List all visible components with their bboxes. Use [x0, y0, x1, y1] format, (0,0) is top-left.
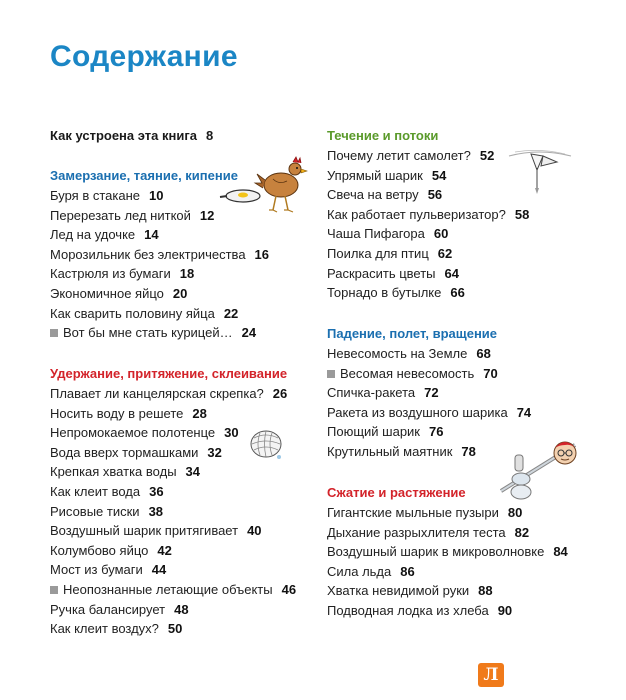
entry-label: Хватка невидимой руки: [327, 583, 470, 599]
toc-entry[interactable]: [50, 225, 320, 245]
paper-helicopter-icon: [509, 150, 571, 194]
entry-label: Плавает ли канцелярская скрепка?: [50, 386, 264, 401]
entry-page: 52: [479, 148, 495, 163]
toc-entry[interactable]: [50, 600, 320, 620]
entry-page: 38: [148, 503, 164, 519]
entry-page: 60: [433, 226, 449, 242]
toc-entry[interactable]: [50, 404, 320, 424]
section-entries: [327, 503, 597, 621]
entry-page: 68: [476, 346, 491, 361]
entry-label: Упрямый шарик: [327, 167, 423, 183]
entry-label: Морозильник без электричества: [50, 246, 246, 262]
entry-page: 20: [172, 285, 188, 301]
toc-entry[interactable]: [327, 364, 597, 384]
entry-page: 30: [224, 425, 239, 441]
entry-page: 44: [151, 562, 167, 578]
entry-label: Ракета из воздушного шарика: [327, 404, 508, 420]
entry-page: 62: [437, 245, 453, 261]
entry-label: Раскрасить цветы: [327, 265, 436, 281]
page-title: Содержание: [50, 40, 238, 73]
toc-entry[interactable]: [327, 403, 597, 423]
entry-label: Весомая невесомость: [340, 365, 475, 381]
entry-label: Почему летит самолет?: [327, 148, 471, 163]
toc-entry[interactable]: [327, 503, 597, 523]
boy-with-pendulum-illustration: [497, 433, 587, 503]
entry-label: Сила льда: [327, 563, 392, 579]
entry-label: Рисовые тиски: [50, 503, 140, 519]
toc-entry[interactable]: [50, 580, 320, 600]
section-compression: [327, 483, 597, 621]
chicken-with-frying-pan-illustration: [218, 155, 310, 217]
entry-page: 22: [223, 305, 239, 321]
paper-helicopter-illustration: [505, 142, 575, 198]
entry-page: 80: [507, 505, 523, 520]
entry-page: 84: [553, 544, 568, 560]
entry-label: Лед на удочке: [50, 227, 136, 243]
entry-page: 64: [444, 265, 459, 281]
sieve-icon: [251, 431, 281, 459]
entry-label: Как устроена эта книга: [50, 128, 197, 143]
entry-page: 66: [450, 285, 465, 301]
toc-entry[interactable]: [50, 560, 320, 580]
entry-page: 10: [149, 188, 164, 203]
toc-entry[interactable]: [327, 205, 597, 225]
entry-page: 86: [400, 563, 415, 579]
entry-page: 18: [179, 266, 195, 282]
entry-label: Перерезать лед ниткой: [50, 207, 191, 223]
entry-page: 14: [144, 227, 159, 243]
entry-label: Воздушный шарик в микроволновке: [327, 544, 545, 560]
toc-entry[interactable]: [327, 283, 597, 303]
toc-intro-entry[interactable]: [50, 126, 330, 146]
entry-page: 46: [281, 581, 297, 597]
entry-label: Крутильный маятник: [327, 443, 453, 459]
toc-entry[interactable]: [50, 284, 320, 304]
entry-page: 48: [174, 601, 189, 617]
entry-label: Ручка балансирует: [50, 601, 166, 617]
entry-label: Спичка-ракета: [327, 385, 416, 401]
entry-label: Гигантские мыльные пузыри: [327, 505, 499, 520]
entry-page: 16: [254, 246, 270, 262]
section-heading: Удержание, притяжение, склеивание: [50, 366, 288, 381]
entry-page: 70: [483, 365, 498, 381]
toc-entry[interactable]: [50, 521, 320, 541]
entry-label: Вода вверх тормашками: [50, 444, 199, 460]
toc-entry[interactable]: [327, 224, 597, 244]
entry-label: Поющий шарик: [327, 424, 420, 440]
square-bullet-icon: [50, 329, 58, 337]
toc-entry[interactable]: [50, 541, 320, 561]
entry-page: 26: [272, 386, 288, 401]
toc-entry[interactable]: [327, 581, 597, 601]
entry-page: 36: [149, 483, 164, 499]
toc-entry[interactable]: [50, 245, 320, 265]
entry-label: Воздушный шарик притягивает: [50, 523, 239, 539]
toc-entry[interactable]: [327, 264, 597, 284]
entry-label: Как клеит воздух?: [50, 621, 159, 637]
section-heading: Падение, полет, вращение: [327, 326, 498, 341]
frying-pan-icon: [220, 190, 260, 202]
entry-page: 88: [478, 583, 493, 599]
toc-left-column: [50, 126, 330, 637]
entry-label: Колумбово яйцо: [50, 542, 149, 558]
entry-page: 90: [497, 602, 513, 618]
entry-label: Непромокаемое полотенце: [50, 425, 216, 441]
entry-page: 72: [424, 385, 439, 401]
toc-entry[interactable]: [327, 601, 597, 621]
toc-entry[interactable]: [50, 384, 320, 404]
entry-label: Мост из бумаги: [50, 562, 143, 578]
entry-page: 34: [185, 464, 201, 480]
publisher-logo: Л: [478, 663, 504, 687]
entry-page: 58: [514, 206, 530, 222]
section-entries: [50, 384, 320, 639]
entry-label: Дыхание разрыхлителя теста: [327, 524, 506, 540]
entry-page: 54: [431, 167, 447, 183]
toc-entry[interactable]: [327, 562, 597, 582]
section-holding: [50, 364, 320, 639]
entry-page: 50: [167, 621, 183, 637]
entry-page: 74: [516, 404, 532, 420]
entry-label: Свеча на ветру: [327, 187, 419, 203]
sieve-ball-illustration: [246, 424, 286, 464]
section-heading: Сжатие и растяжение: [327, 485, 466, 500]
toc-entry[interactable]: [327, 344, 597, 364]
entry-label: Вот бы мне стать курицей…: [63, 325, 233, 341]
entry-page: 32: [207, 444, 222, 460]
boy-icon: [554, 442, 576, 464]
toc-entry[interactable]: [50, 323, 320, 343]
square-bullet-icon: [50, 586, 58, 594]
toc-entry[interactable]: [327, 523, 597, 543]
entry-page: 76: [429, 424, 444, 440]
toc-entry[interactable]: [327, 542, 597, 562]
toc-entry[interactable]: [50, 462, 320, 482]
toc-entry[interactable]: [327, 244, 597, 264]
entry-label: Буря в стакане: [50, 188, 141, 203]
entry-label: Кастрюля из бумаги: [50, 266, 171, 282]
entry-label: Чаша Пифагора: [327, 226, 425, 242]
entry-page: 56: [427, 187, 443, 203]
entry-label: Как клеит вода: [50, 483, 141, 499]
section-heading: Течение и потоки: [327, 128, 439, 143]
entry-label: Крепкая хватка воды: [50, 464, 177, 480]
entry-page: 28: [192, 405, 207, 421]
toc-entry[interactable]: [50, 264, 320, 284]
entry-label: Экономичное яйцо: [50, 285, 164, 301]
entry-page: 40: [247, 523, 262, 539]
entry-page: 82: [514, 524, 530, 540]
entry-label: Неопознанные летающие объекты: [63, 581, 273, 597]
entry-page: 42: [157, 542, 172, 558]
chicken-icon: [255, 157, 307, 212]
entry-page: 12: [199, 207, 215, 223]
square-bullet-icon: [327, 370, 335, 378]
entry-page: 24: [241, 325, 257, 341]
entry-label: Подводная лодка из хлеба: [327, 602, 489, 618]
toc-entry[interactable]: [327, 383, 597, 403]
section-heading: Замерзание, таяние, кипение: [50, 168, 238, 183]
entry-label: Как сварить половину яйца: [50, 305, 215, 321]
entry-label: Торнадо в бутылке: [327, 285, 442, 301]
toc-entry[interactable]: [50, 619, 320, 639]
entry-page: 8: [205, 128, 214, 143]
toc-entry[interactable]: [50, 482, 320, 502]
toc-entry[interactable]: [50, 502, 320, 522]
toc-entry[interactable]: [50, 304, 320, 324]
entry-label: Поилка для птиц: [327, 245, 429, 261]
entry-page: 78: [461, 443, 476, 459]
entry-label: Как работает пульверизатор?: [327, 206, 506, 222]
entry-label: Невесомость на Земле: [327, 346, 468, 361]
entry-label: Носить воду в решете: [50, 405, 184, 421]
